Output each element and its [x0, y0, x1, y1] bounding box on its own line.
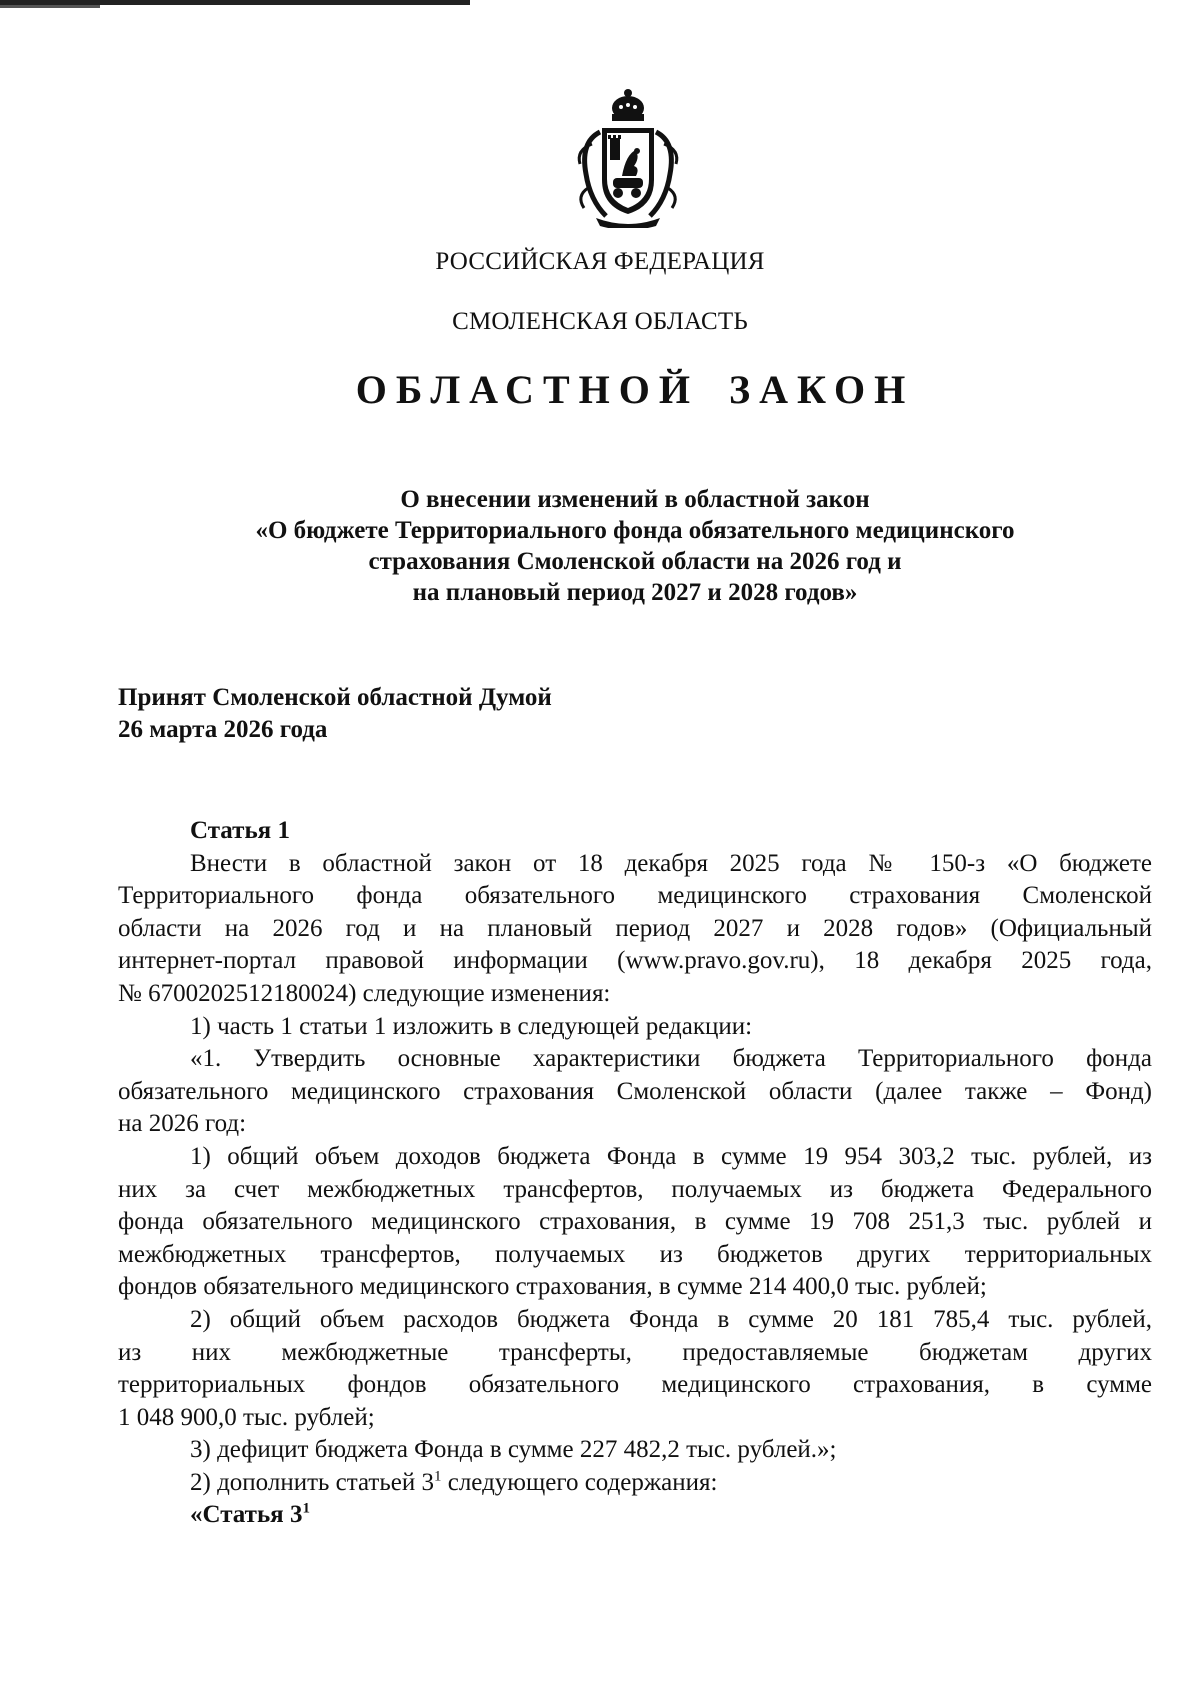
article-body	[118, 815, 1152, 1532]
superscript: 1	[433, 1468, 442, 1485]
scan-edge-mark	[0, 5, 100, 8]
title-word-2: ЗАКОН	[728, 367, 915, 412]
paragraph-line: фонда обязательного медицинского страхования, в сумме 19 708 251,3 тыс. рублей и	[118, 1208, 1152, 1236]
item-text: 2) дополнить статьей 3	[190, 1468, 434, 1496]
list-item: 3) дефицит бюджета Фонда в сумме 227 482,2 тыс. рублей.»;	[190, 1436, 837, 1464]
document-title	[0, 366, 1200, 413]
paragraph-line: Внести в областной закон от 18 декабря 2025 года № 150-з «О бюджете	[190, 849, 1152, 877]
subtitle-line: О внесении изменений в областной закон	[400, 486, 870, 513]
title-word-1: ОБЛАСТНОЙ	[355, 367, 699, 412]
paragraph-line: интернет-портал правовой информации (www.pravo.gov.ru), 18 декабря 2025 года,	[118, 947, 1152, 975]
coat-of-arms-icon	[566, 88, 690, 228]
paragraph-line: фондов обязательного медицинского страхования, в сумме 214 400,0 тыс. рублей;	[118, 1273, 987, 1301]
paragraph-line: области на 2026 год и на плановый период 2027 и 2028 годов» (Официальный	[118, 914, 1152, 942]
adoption-date: 26 марта 2026 года	[118, 716, 328, 743]
paragraph-line: из них межбюджетные трансферты, предоставляемые бюджетам других	[118, 1338, 1152, 1366]
paragraph-line: № 6700202512180024) следующие изменения:	[118, 979, 611, 1007]
country-heading: РОССИЙСКАЯ ФЕДЕРАЦИЯ	[435, 248, 765, 275]
paragraph-line: Территориального фонда обязательного медицинского страхования Смоленской	[118, 882, 1152, 910]
item-text: следующего содержания:	[441, 1468, 718, 1496]
adoption-body: Принят Смоленской областной Думой	[118, 684, 552, 711]
list-item	[118, 1467, 1152, 1500]
new-article-heading	[118, 1499, 1152, 1532]
paragraph-line: «1. Утвердить основные характеристики бюджета Территориального фонда	[190, 1045, 1152, 1073]
subtitle-line: на плановый период 2027 и 2028 годов»	[412, 579, 858, 606]
adoption-info	[118, 682, 552, 746]
paragraph-line: территориальных фондов обязательного медицинского страхования, в сумме	[118, 1371, 1152, 1399]
subtitle-line: страхования Смоленской области на 2026 год и	[368, 548, 902, 575]
list-item: 1) часть 1 статьи 1 изложить в следующей редакции:	[190, 1012, 753, 1040]
paragraph-line: межбюджетных трансфертов, получаемых из бюджетов других территориальных	[118, 1240, 1152, 1268]
heading-text: «Статья 3	[190, 1501, 303, 1529]
article-heading: Статья 1	[190, 817, 290, 844]
superscript: 1	[302, 1501, 310, 1518]
paragraph-line: на 2026 год:	[118, 1110, 247, 1138]
region-heading: СМОЛЕНСКАЯ ОБЛАСТЬ	[452, 308, 748, 335]
paragraph-line: обязательного медицинского страхования Смоленской области (далее также – Фонд)	[118, 1077, 1152, 1105]
subtitle-line: «О бюджете Территориального фонда обязательного медицинского	[255, 517, 1015, 544]
law-subtitle	[100, 484, 1170, 608]
paragraph-line: них за счет межбюджетных трансфертов, получаемых из бюджета Федерального	[118, 1175, 1152, 1203]
paragraph-line: 2) общий объем расходов бюджета Фонда в сумме 20 181 785,4 тыс. рублей,	[190, 1305, 1152, 1333]
paragraph-line: 1 048 900,0 тыс. рублей;	[118, 1403, 375, 1431]
paragraph-line: 1) общий объем доходов бюджета Фонда в сумме 19 954 303,2 тыс. рублей, из	[190, 1142, 1152, 1170]
